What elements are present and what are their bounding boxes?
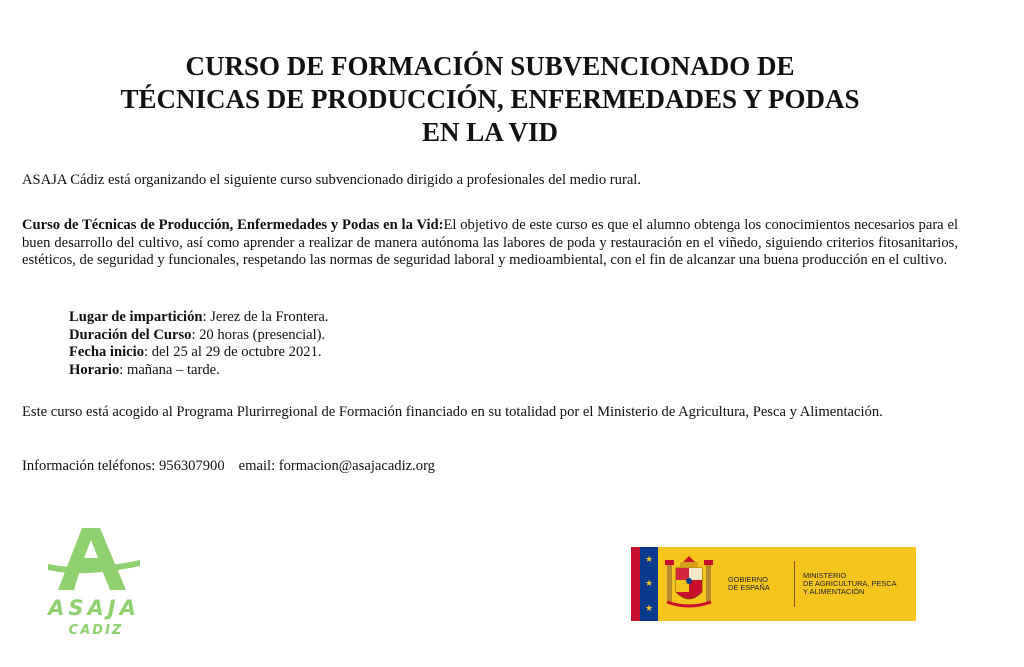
detail-duration xyxy=(69,327,329,345)
logo-name: ASAJA xyxy=(48,596,140,620)
detail-label: Horario xyxy=(69,361,120,378)
detail-schedule xyxy=(69,362,329,380)
gov-right-line: MINISTERIO xyxy=(803,570,847,580)
ministerio-label xyxy=(795,547,913,621)
gobierno-label xyxy=(720,547,794,621)
contact-phone: Información teléfonos: 956307900 xyxy=(22,458,225,474)
intro-paragraph: ASAJA Cádiz está organizando el siguiente curso subvencionado dirigido a profesionales del medio rural. xyxy=(22,172,642,188)
gov-left-line: DE ESPAÑA xyxy=(728,583,770,592)
gobierno-espana-banner xyxy=(631,547,916,621)
contact-line xyxy=(22,458,958,476)
detail-label: Fecha inicio xyxy=(69,344,144,360)
gov-right-line: DE AGRICULTURA, PESCA xyxy=(803,578,897,588)
detail-label: Duración del Curso xyxy=(69,326,192,343)
detail-label: Lugar de impartición xyxy=(69,309,203,325)
coat-of-arms-icon xyxy=(658,547,720,621)
asaja-cadiz-logo xyxy=(44,520,144,640)
course-details xyxy=(69,309,329,379)
logo-region: CADIZ xyxy=(68,623,124,638)
title-line: CURSO DE FORMACIÓN SUBVENCIONADO DE xyxy=(185,51,795,81)
detail-value: : 20 horas (presencial). xyxy=(191,326,326,343)
gov-left-line: GOBIERNO xyxy=(728,574,768,584)
title-line: EN LA VID xyxy=(421,117,559,147)
contact-email: email: formacion@asajacadiz.org xyxy=(238,458,435,474)
eu-flag-strip xyxy=(631,547,658,621)
course-name: Curso de Técnicas de Producción, Enfermedades y Podas en la Vid: xyxy=(22,217,444,233)
flag-red-stripe xyxy=(631,547,640,621)
course-description: El objetivo de este curso es que el alumno obtenga los conocimientos necesarios para el buen desarrollo del cultivo, así como aprender a realizar de manera autónoma las labores de poda y restauración en el viñedo, siguiendo criterios fitosanitarios, estéticos, de seguridad y funcionales, respetando las normas de seguridad laboral y medioambiental, con el fin de alcanzar una buena producción en el cultivo. xyxy=(22,217,958,268)
eu-stars-icon: ★ ★ ★ xyxy=(640,547,658,621)
detail-value: : del 25 al 29 de octubre 2021. xyxy=(144,344,322,360)
course-paragraph xyxy=(22,217,958,270)
gov-right-line: Y ALIMENTACIÓN xyxy=(803,587,865,597)
detail-start-date xyxy=(69,344,329,362)
logo-mark xyxy=(48,528,140,590)
document-title xyxy=(0,50,980,149)
program-paragraph: Este curso está acogido al Programa Plurirregional de Formación financiado en su totalidad por el Ministerio de Agricultura, Pesca y Alimentación. xyxy=(22,404,883,420)
detail-value: : mañana – tarde. xyxy=(119,361,220,378)
detail-value: : Jerez de la Frontera. xyxy=(202,309,329,325)
detail-location xyxy=(69,309,329,327)
title-line: TÉCNICAS DE PRODUCCIÓN, ENFERMEDADES Y PODAS xyxy=(120,84,860,114)
